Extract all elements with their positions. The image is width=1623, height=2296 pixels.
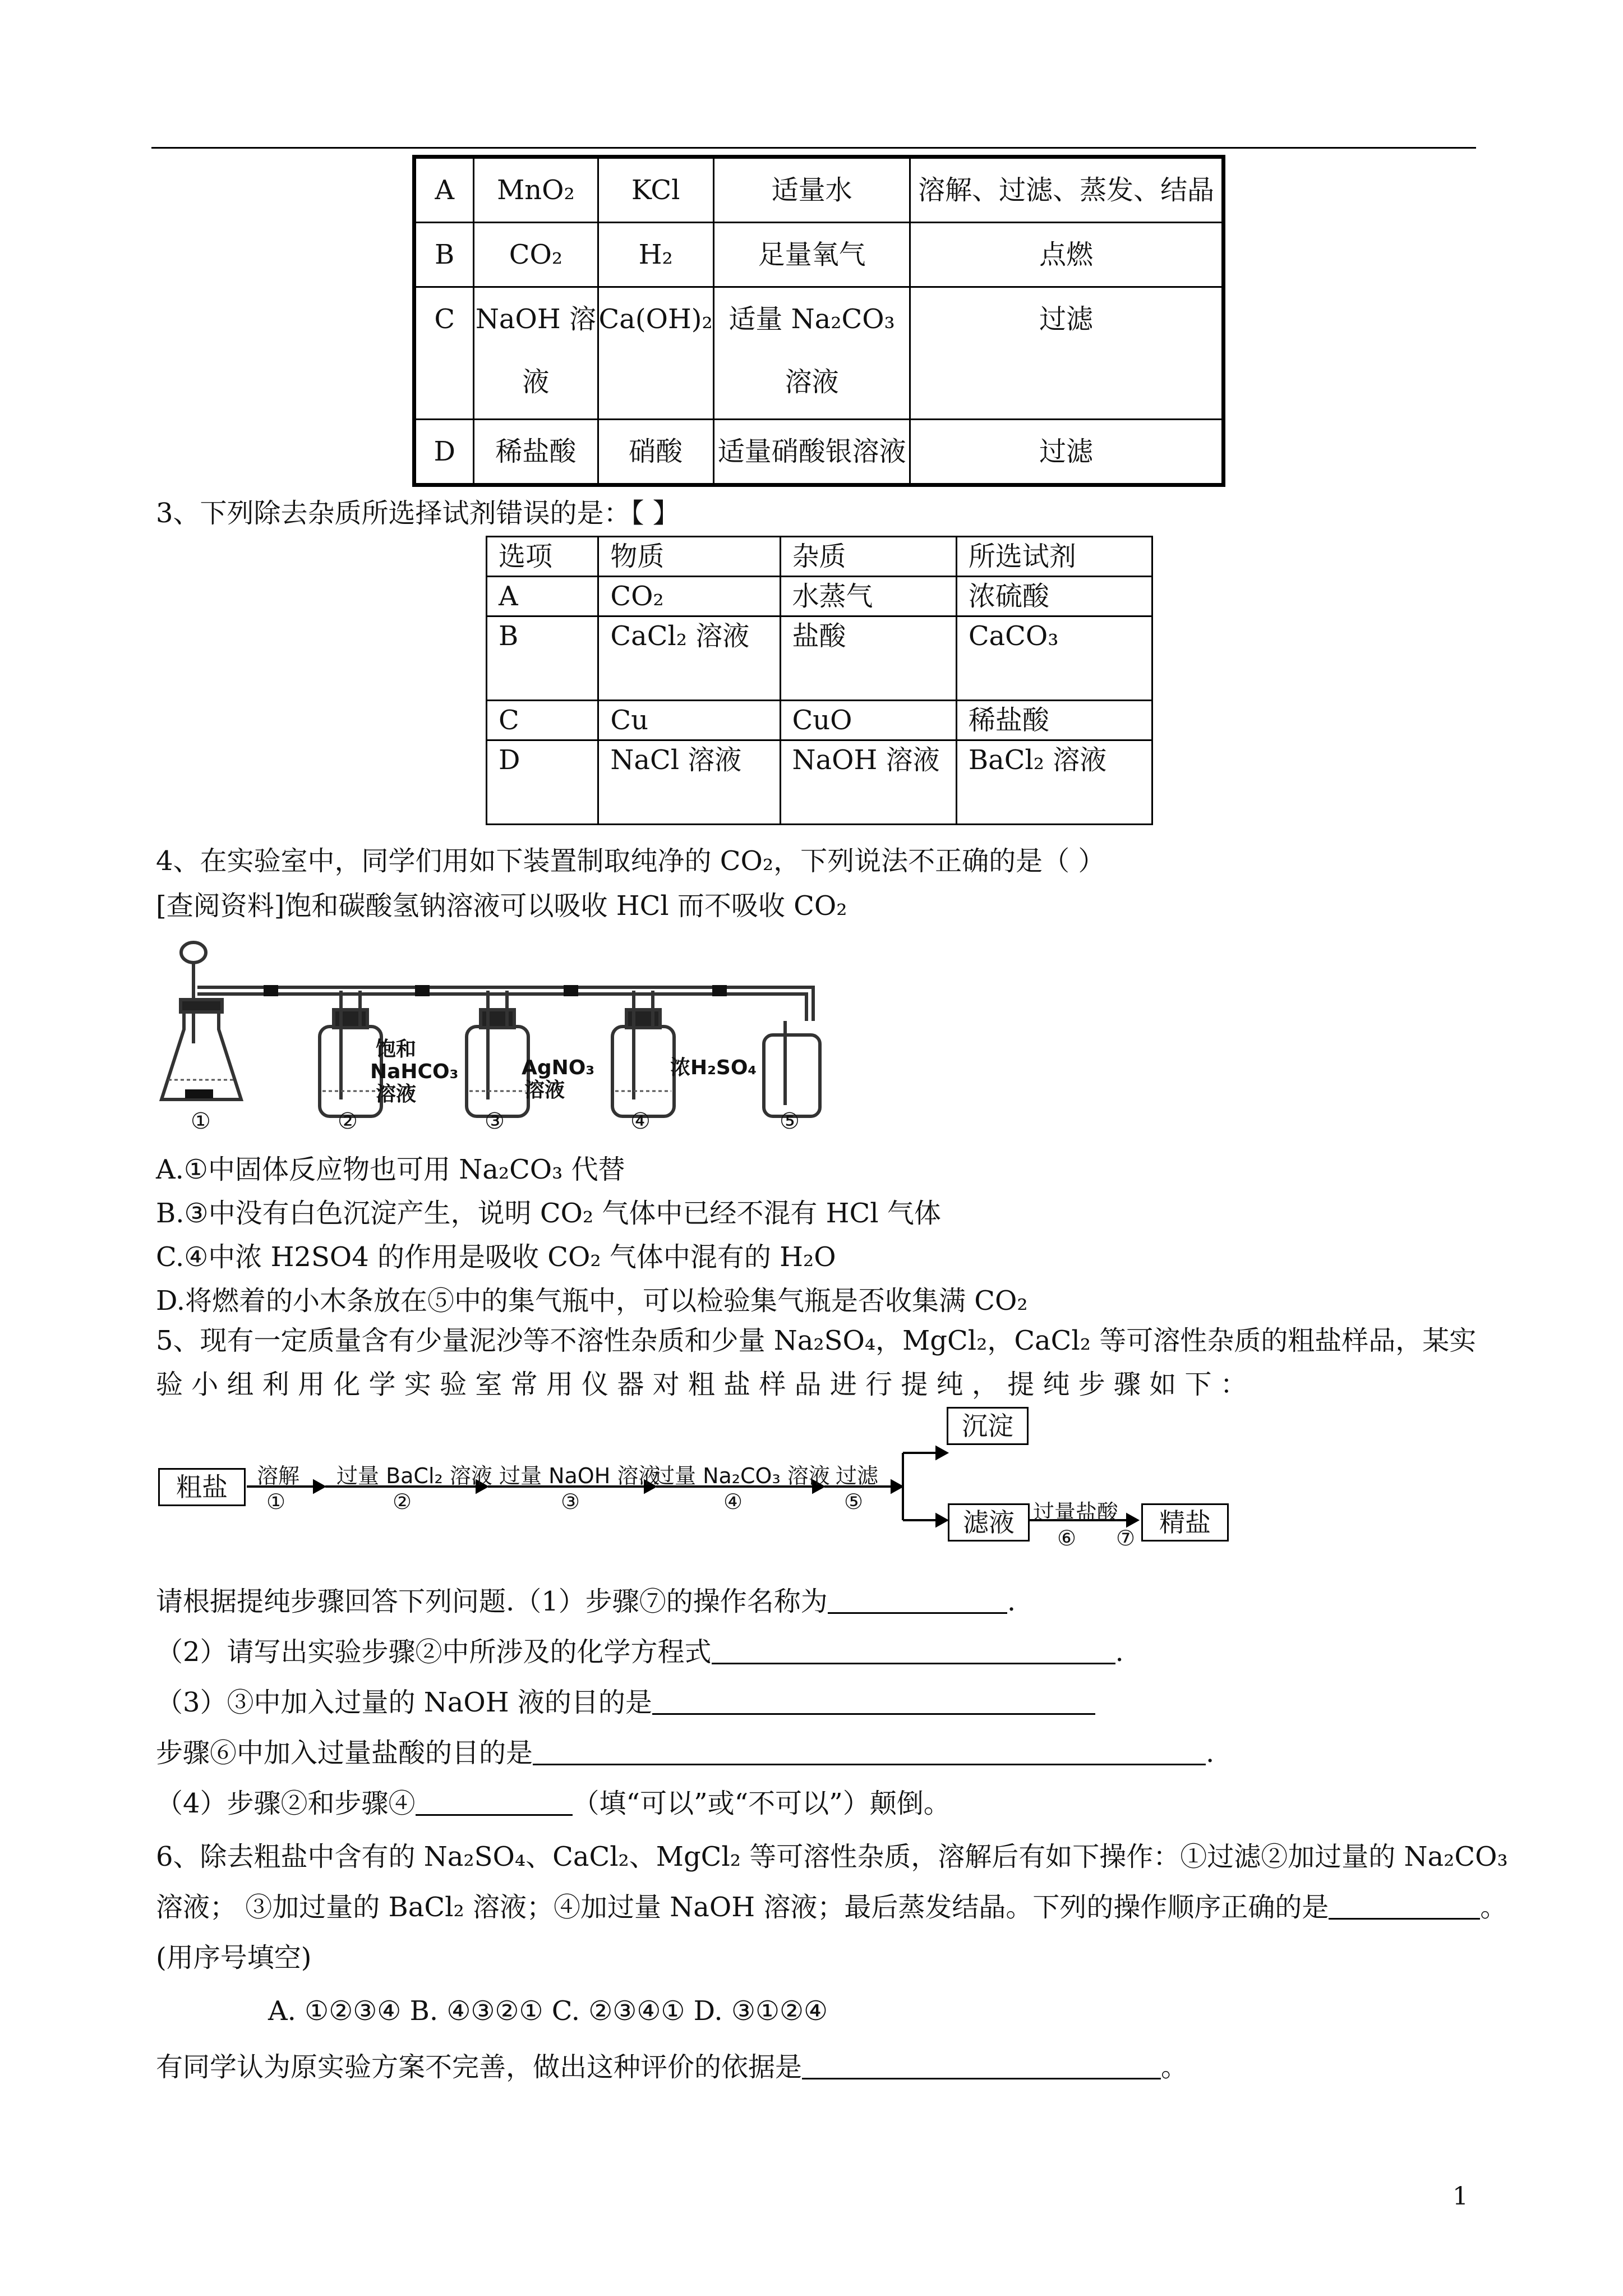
flow-step5: 过滤 [836, 1464, 879, 1488]
cell: H₂ [598, 223, 713, 287]
table-row [487, 616, 1152, 701]
q5-sub3-text: （3）③中加入过量的 NaOH 液的目的是 [156, 1687, 652, 1718]
q6-line2-text: 溶液； ③加过量的 BaCl₂ 溶液；④加过量 NaOH 溶液；最后蒸发结晶。下列的操作顺序正确的是 [156, 1892, 1329, 1923]
q4-option-d: D.将燃着的小木条放在⑤中的集气瓶中，可以检验集气瓶是否收集满 CO₂ [156, 1285, 1028, 1317]
q6-line1: 6、除去粗盐中含有的 Na₂SO₄、CaCl₂、MgCl₂ 等可溶性杂质，溶解后有如下操作：①过滤②加过量的 Na₂CO₃ [156, 1841, 1508, 1872]
cell: Cu [598, 701, 780, 740]
cell: CaCl₂ 溶液 [598, 616, 780, 701]
apparatus-num-3: ③ [485, 1108, 505, 1133]
header-cell: 选项 [487, 537, 598, 577]
cell: CuO [780, 701, 956, 740]
flow-num6: ⑥ [1057, 1526, 1077, 1550]
cell: NaOH 溶液 [780, 740, 956, 825]
apparatus-num-5: ⑤ [780, 1108, 800, 1133]
table-row [414, 157, 1224, 223]
cell: Ca(OH)₂ [598, 287, 713, 420]
header-cell: 物质 [598, 537, 780, 577]
answer-blank[interactable] [802, 2053, 1161, 2079]
q4-option-b: B.③中没有白色沉淀产生，说明 CO₂ 气体中已经不混有 HCl 气体 [156, 1198, 941, 1229]
answer-blank[interactable] [712, 1638, 1115, 1664]
label-nahco3: 饱和 NaHCO₃ 溶液 [370, 1038, 459, 1106]
cell: 溶解、过滤、蒸发、结晶 [910, 157, 1224, 223]
cell: KCl [598, 157, 713, 223]
table-row [414, 223, 1224, 287]
flow-step2: 过量 BaCl₂ 溶液 [336, 1464, 492, 1488]
cell: A [414, 157, 474, 223]
q6-choices: A. ①②③④ B. ④③②① C. ②③④① D. ③①②④ [268, 1995, 828, 2027]
apparatus-num-2: ② [338, 1108, 358, 1133]
flow-step6: 过量盐酸 [1033, 1500, 1119, 1525]
table-row [414, 420, 1224, 485]
question-4-title: 4、在实验室中，同学们用如下装置制取纯净的 CO₂，下列说法不正确的是（ ） [156, 845, 1105, 877]
q5-sub3 [156, 1686, 1095, 1719]
cell: 适量硝酸银溶液 [713, 420, 910, 485]
cell: 稀盐酸 [474, 420, 598, 485]
cell: 过滤 [910, 287, 1224, 420]
cell: 盐酸 [780, 616, 956, 701]
cell: 稀盐酸 [956, 701, 1152, 740]
flow-step3: 过量 NaOH 溶液 [499, 1464, 660, 1488]
cell: NaCl 溶液 [598, 740, 780, 825]
cell: 浓硫酸 [956, 577, 1152, 616]
flow-end-box: 精盐 [1141, 1503, 1229, 1542]
q5-sub3b-text: 步骤⑥中加入过量盐酸的目的是 [156, 1737, 533, 1769]
flow-step1: 溶解 [257, 1464, 300, 1488]
answer-blank[interactable] [416, 1789, 573, 1816]
apparatus-num-1: ① [191, 1108, 211, 1133]
question-4-note: [查阅资料]饱和碳酸氢钠溶液可以吸收 HCl 而不吸收 CO₂ [156, 890, 847, 922]
flow-num7: ⑦ [1116, 1526, 1136, 1550]
cell: BaCl₂ 溶液 [956, 740, 1152, 825]
cell: D [414, 420, 474, 485]
flow-num3: ③ [561, 1489, 580, 1514]
table-row [414, 287, 1224, 420]
table-row [487, 577, 1152, 616]
q5-sub3b: 步骤⑥中加入过量盐酸的目的是 . [156, 1737, 1215, 1769]
answer-blank[interactable] [828, 1588, 1007, 1614]
cell: CaCO₃ [956, 616, 1152, 701]
q5-sub1-text: 请根据提纯步骤回答下列问题.（1）步骤⑦的操作名称为 [156, 1586, 828, 1617]
cell: NaOH 溶液 [474, 287, 598, 420]
cell: 过滤 [910, 420, 1224, 485]
q5-sub2: （2）请写出实验步骤②中所涉及的化学方程式 . [156, 1636, 1124, 1668]
cell: C [487, 701, 598, 740]
q5-sub1: 请根据提纯步骤回答下列问题.（1）步骤⑦的操作名称为 . [156, 1586, 1016, 1617]
cell: 适量 Na₂CO₃ 溶液 [713, 287, 910, 420]
q5-sub2-text: （2）请写出实验步骤②中所涉及的化学方程式 [156, 1636, 712, 1668]
flow-step4: 过量 Na₂CO₃ 溶液 [653, 1464, 830, 1488]
label-agno3: AgNO₃ 溶液 [522, 1056, 595, 1102]
cell: B [414, 223, 474, 287]
cell: 水蒸气 [780, 577, 956, 616]
q5-sub4a-text: （4）步骤②和步骤④ [156, 1788, 416, 1819]
answer-blank[interactable] [1329, 1893, 1480, 1920]
flow-num4: ④ [723, 1489, 743, 1514]
cell: CO₂ [474, 223, 598, 287]
table-header-row [487, 537, 1152, 577]
question-3-title: 3、下列除去杂质所选择试剂错误的是：【 】 [156, 498, 680, 529]
label-h2so4: 浓H₂SO₄ [670, 1056, 757, 1079]
cell: MnO₂ [474, 157, 598, 223]
cell: D [487, 740, 598, 825]
cell: 足量氧气 [713, 223, 910, 287]
flow-start-box: 粗盐 [158, 1468, 246, 1506]
q5-sub4b-text: （填“可以”或“不可以”）颠倒。 [572, 1788, 951, 1819]
apparatus-num-4: ④ [630, 1108, 651, 1133]
cell: 点燃 [910, 223, 1224, 287]
cell: CO₂ [598, 577, 780, 616]
flowchart-arrows [151, 1408, 1273, 1576]
answer-blank[interactable] [533, 1739, 1206, 1765]
answer-blank[interactable] [652, 1688, 1095, 1715]
q5-line1: 5、现有一定质量含有少量泥沙等不溶性杂质和少量 Na₂SO₄，MgCl₂，CaCl₂ 等可溶性杂质的粗盐样品，某实 [156, 1325, 1477, 1356]
header-cell: 所选试剂 [956, 537, 1152, 577]
cell: 硝酸 [598, 420, 713, 485]
page-number: 1 [1453, 2182, 1468, 2211]
flow-num5: ⑤ [844, 1489, 864, 1514]
q6-line2: 溶液； ③加过量的 BaCl₂ 溶液；④加过量 NaOH 溶液；最后蒸发结晶。下列的操作顺序正确的是 。 [156, 1892, 1507, 1923]
q4-option-c: C.④中浓 H2SO4 的作用是吸收 CO₂ 气体中混有的 H₂O [156, 1241, 836, 1273]
header-rule [151, 147, 1476, 149]
flow-num2: ② [393, 1489, 412, 1514]
cell: 适量水 [713, 157, 910, 223]
co2-apparatus-diagram [151, 931, 836, 1133]
table-row [487, 701, 1152, 740]
q5-sub4 [156, 1787, 951, 1820]
impurity-table-continued [412, 155, 1225, 487]
q6-line3: (用序号填空) [156, 1942, 312, 1973]
cell: A [487, 577, 598, 616]
cell: B [487, 616, 598, 701]
q4-option-a: A.①中固体反应物也可用 Na₂CO₃ 代替 [156, 1154, 625, 1185]
question-3-table [486, 536, 1153, 825]
header-cell: 杂质 [780, 537, 956, 577]
flow-num1: ① [266, 1489, 286, 1514]
q6-line5-text: 有同学认为原实验方案不完善，做出这种评价的依据是 [156, 2051, 803, 2083]
flow-precip-box: 沉淀 [947, 1407, 1029, 1445]
cell: C [414, 287, 474, 420]
flow-filtrate-box: 滤液 [948, 1503, 1030, 1542]
table-row [487, 740, 1152, 825]
q6-line5: 有同学认为原实验方案不完善，做出这种评价的依据是 。 [156, 2051, 1188, 2083]
q5-line2: 验 小 组 利 用 化 学 实 验 室 常 用 仪 器 对 粗 盐 样 品 进 行 提 纯 ， 提 纯 步 骤 如 下 ： [156, 1369, 1247, 1400]
